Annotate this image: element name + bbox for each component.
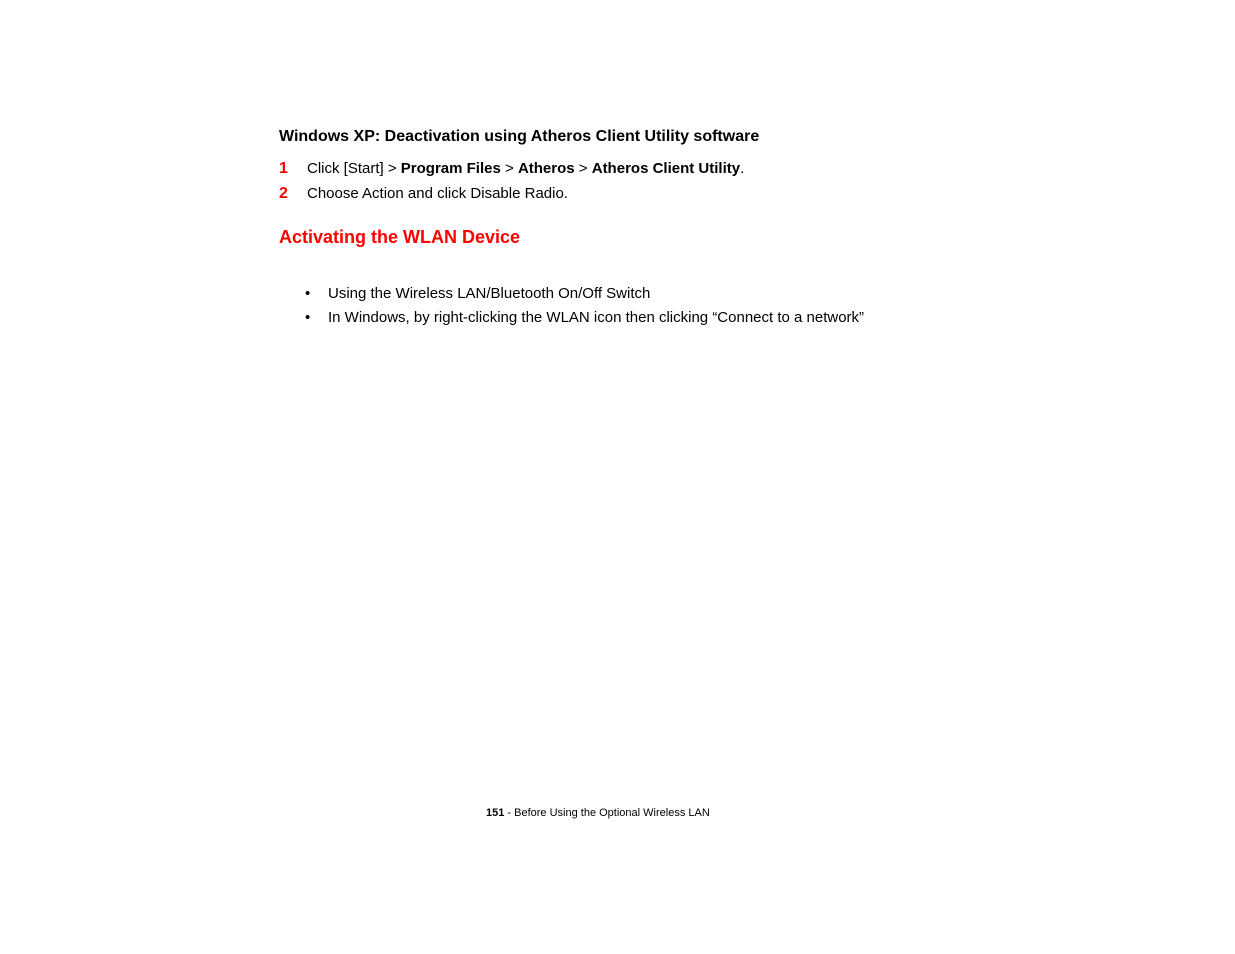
step-2 <box>279 185 568 203</box>
step-number: 1 <box>279 160 288 177</box>
step-1 <box>279 160 744 178</box>
menu-path-program-files: Program Files <box>400 160 501 177</box>
footer-text: - Before Using the Optional Wireless LAN <box>504 807 710 819</box>
bullet-item <box>305 285 650 302</box>
bullet-text: Using the Wireless LAN/Bluetooth On/Off Switch <box>328 285 651 302</box>
bullet-icon: • <box>305 309 311 326</box>
step-text: Choose Action and click Disable Radio. <box>307 185 568 202</box>
page-footer <box>486 807 710 819</box>
menu-path-atheros-client-utility: Atheros Client Utility <box>591 160 741 177</box>
step-text-part: . <box>740 160 745 177</box>
section-heading: Activating the WLAN Device <box>279 227 521 247</box>
step-text-part: > <box>574 160 592 177</box>
bullet-item <box>305 309 864 326</box>
subheading: Windows XP: Deactivation using Atheros Client Utility software <box>279 128 760 145</box>
step-text-part: Click [Start] > <box>307 160 401 177</box>
bullet-text: In Windows, by right-clicking the WLAN icon then clicking “Connect to a network” <box>328 309 865 326</box>
step-text <box>307 160 744 177</box>
menu-path-atheros: Atheros <box>517 160 575 177</box>
bullet-icon: • <box>305 285 311 302</box>
page-number: 151 <box>486 807 505 819</box>
step-number: 2 <box>279 185 288 202</box>
step-text-part: > <box>500 160 518 177</box>
